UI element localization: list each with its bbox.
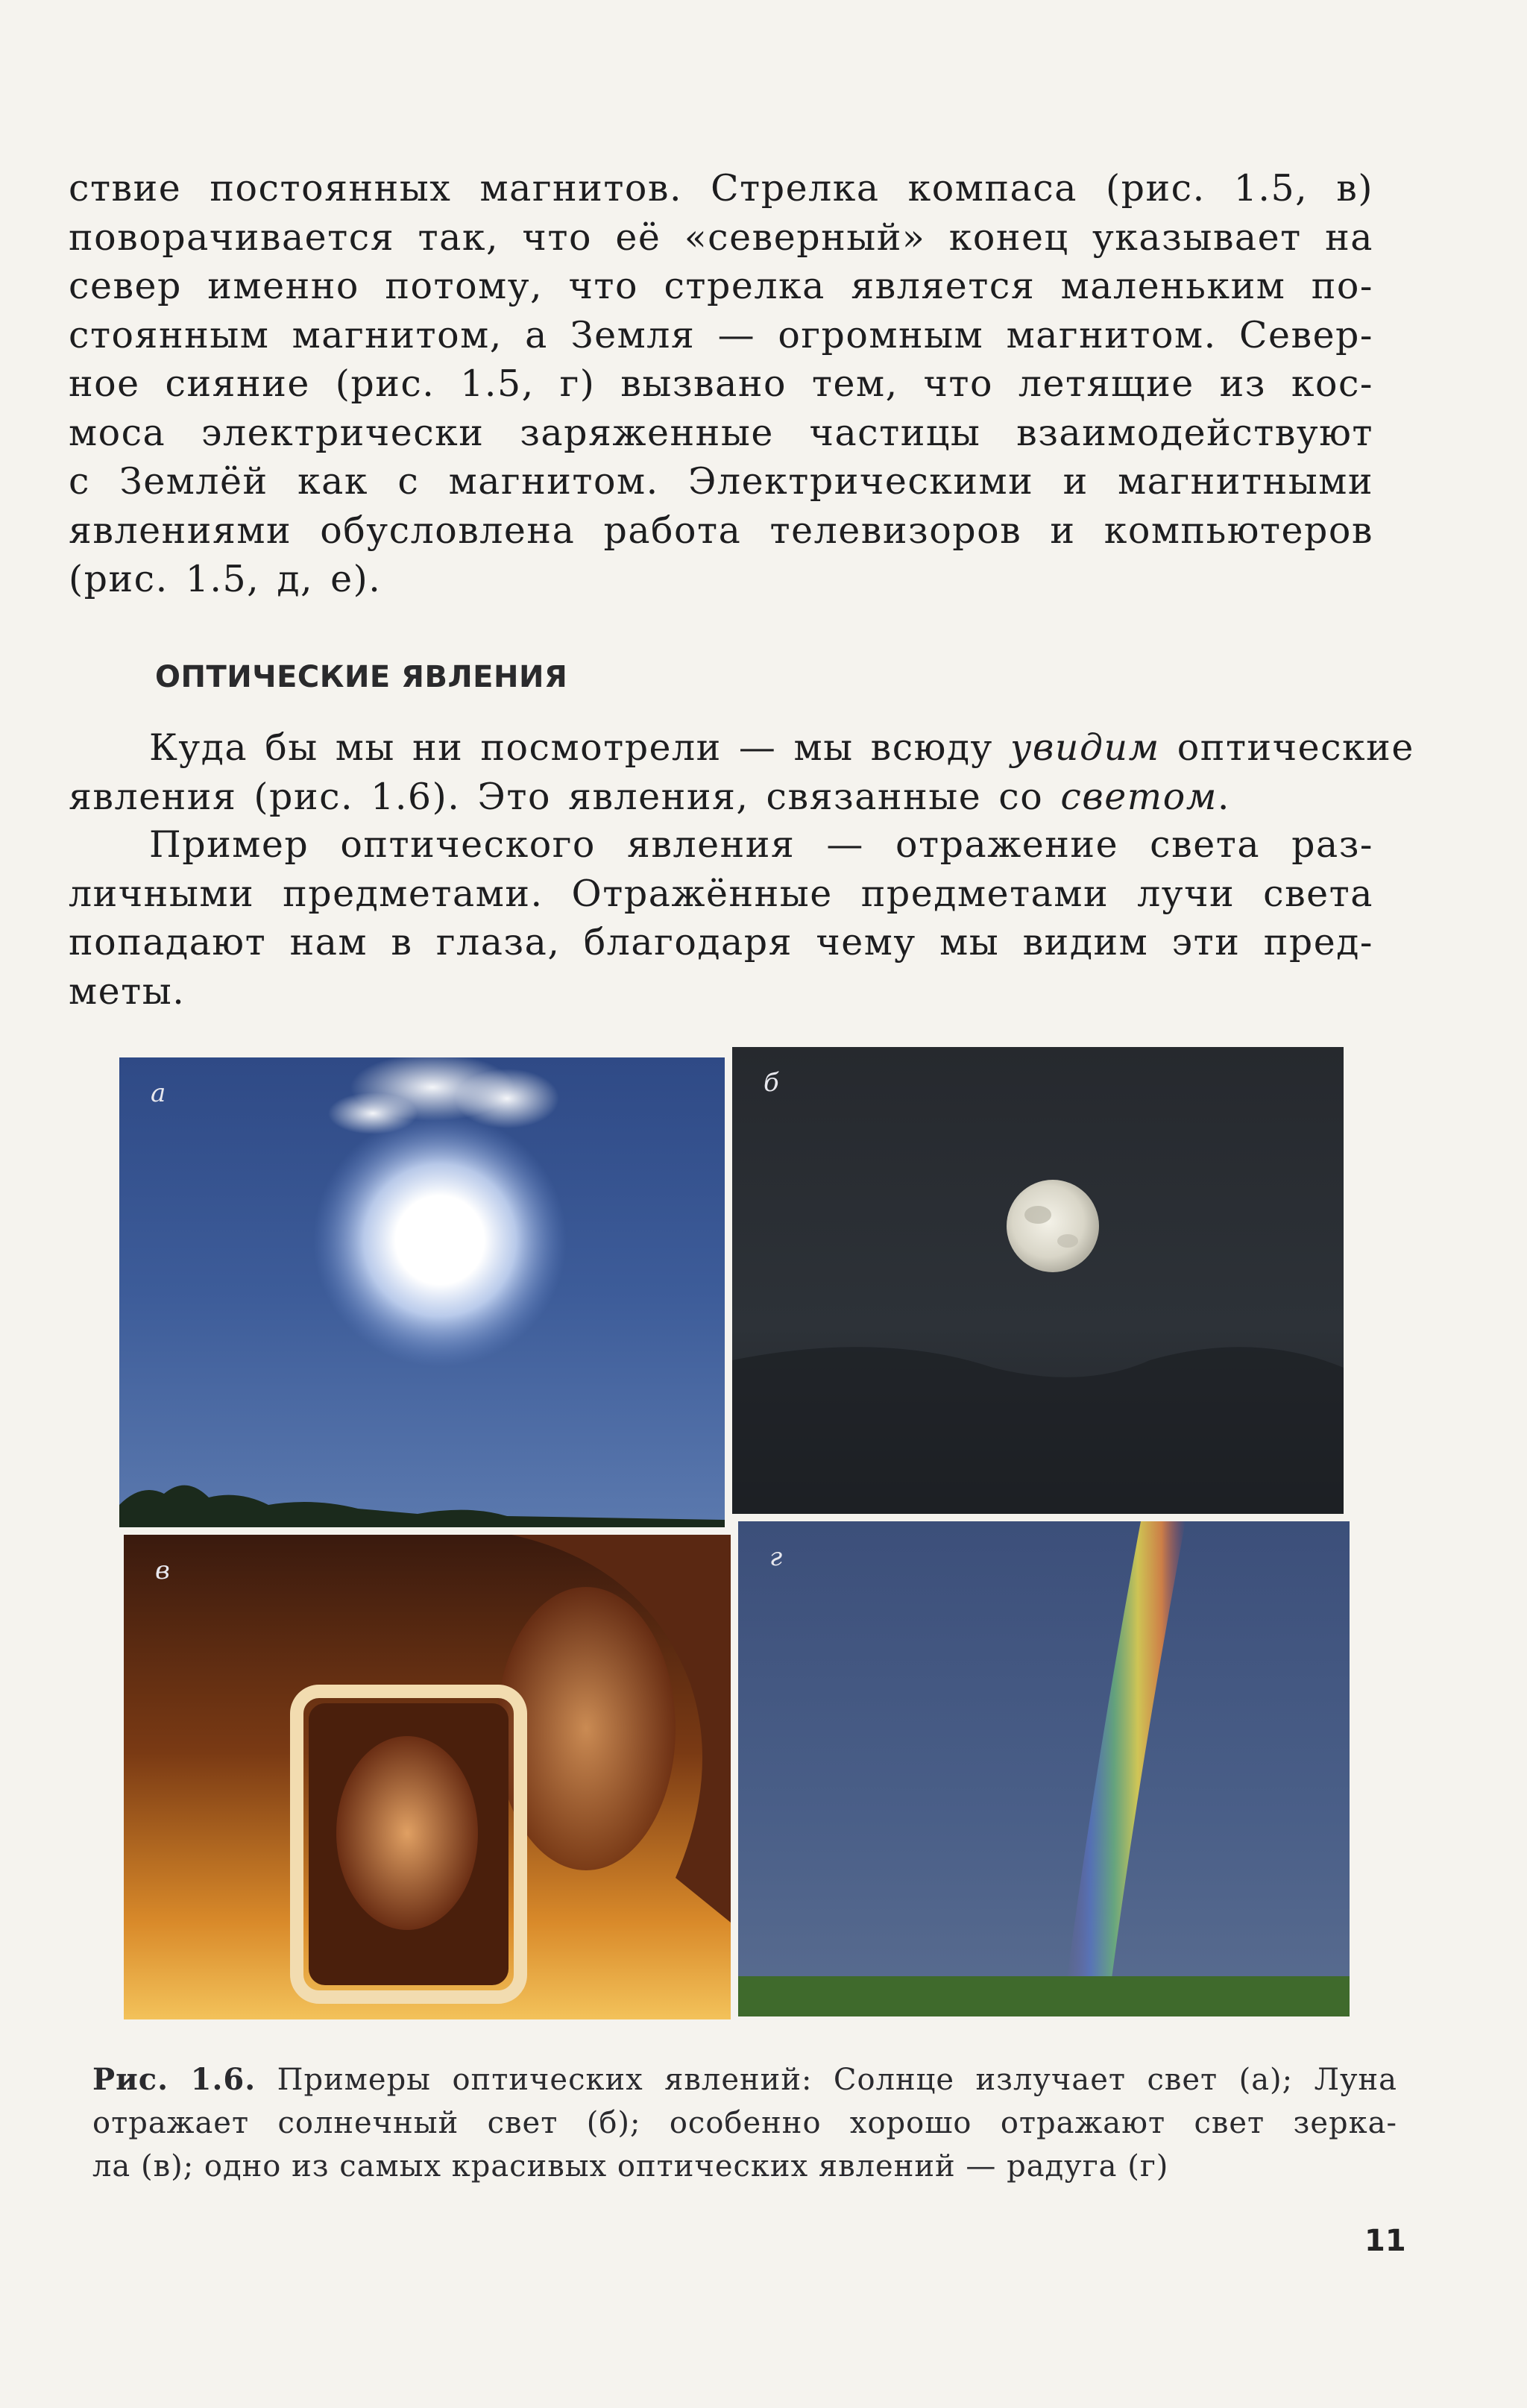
italic-term: светом [1060, 775, 1218, 818]
text-line: север именно потому, что стрелка является маленьким по- [69, 265, 1373, 307]
italic-term: увидим [1010, 726, 1160, 769]
figure-number: Рис. 1.6. [92, 2062, 256, 2097]
text-line [69, 723, 1414, 773]
caption-line [92, 2058, 1397, 2102]
text-segment: . [1217, 775, 1230, 818]
text-segment: оптические [1159, 726, 1414, 769]
panel-label: а [151, 1078, 166, 1108]
panel-label: в [155, 1556, 170, 1585]
text-line: поворачивается так, что её «северный» конец указывает на [69, 216, 1373, 259]
text-line: с Землёй как с магнитом. Электрическими и магнитными [69, 460, 1373, 503]
photo-sun [119, 1057, 725, 1527]
text-line: Пример оптического явления — отражение света раз- [149, 823, 1373, 866]
text-line [69, 773, 1373, 822]
text-line: моса электрически заряженные частицы взаимодействуют [69, 411, 1373, 454]
photo-rainbow [738, 1521, 1350, 2016]
text-line: ное сияние (рис. 1.5, г) вызвано тем, что летящие из кос- [69, 362, 1373, 405]
text-segment: явления (рис. 1.6). Это явления, связанные со [69, 775, 1061, 818]
text-line: стоянным магнитом, а Земля — огромным магнитом. Север- [69, 313, 1373, 356]
text-segment: Куда бы мы ни посмотрели — мы всюду [149, 726, 1010, 769]
text-line: (рис. 1.5, д, е). [69, 558, 382, 600]
text-line: личными предметами. Отражённые предметами лучи света [69, 872, 1373, 915]
reflection-paragraph [69, 820, 1373, 1016]
text-line: ствие постоянных магнитов. Стрелка компаса (рис. 1.5, в) [69, 167, 1373, 210]
page-number: 11 [1364, 2224, 1406, 2258]
caption-line: отражает солнечный свет (б); особенно хорошо отражают свет зерка- [92, 2106, 1397, 2140]
photo-moon [732, 1047, 1344, 1514]
section-heading: ОПТИЧЕСКИЕ ЯВЛЕНИЯ [155, 660, 568, 694]
photo-mirror [124, 1535, 731, 2019]
figure-caption [92, 2058, 1397, 2188]
text-line: меты. [69, 969, 186, 1013]
panel-label: г [769, 1542, 783, 1572]
panel-label: б [764, 1068, 779, 1098]
intro-paragraph [69, 164, 1373, 604]
text-line: явлениями обусловлена работа телевизоров и компьютеров [69, 509, 1373, 552]
text-segment: Примеры оптических явлений: Солнце излучает свет (а); Луна [256, 2063, 1397, 2097]
text-line: попадают нам в глаза, благодаря чему мы видим эти пред- [69, 921, 1373, 963]
optics-paragraph [69, 723, 1414, 821]
caption-line: ла (в); одно из самых красивых оптических явлений — радуга (г) [92, 2149, 1169, 2184]
